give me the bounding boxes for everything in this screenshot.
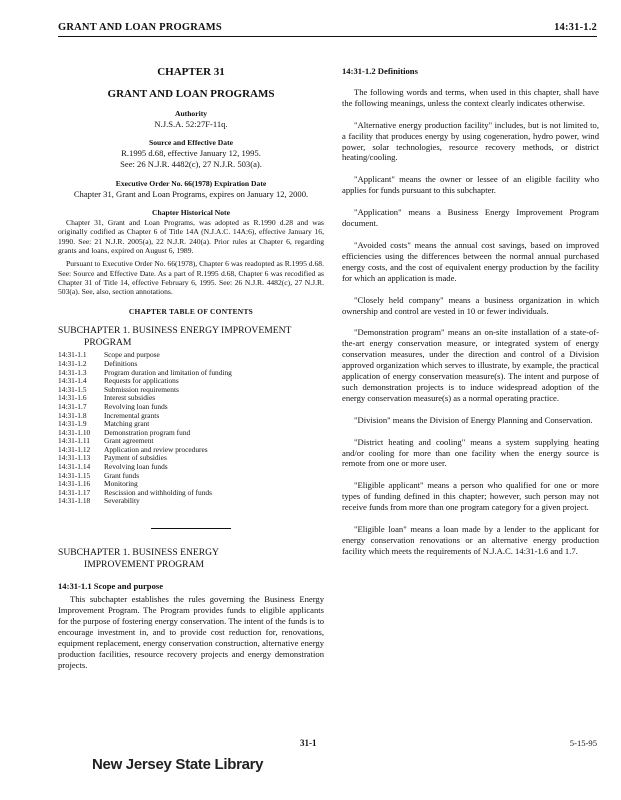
toc-section-title: Matching grant (104, 419, 150, 429)
definition-paragraph: "Division" means the Division of Energy Planning and Conservation. (354, 414, 593, 425)
subchapter-title-line2: IMPROVEMENT PROGRAM (84, 559, 205, 571)
toc-section-title: Scope and purpose (104, 350, 160, 360)
toc-section-number: 14:31-1.5 (58, 384, 87, 394)
subchapter-heading-line2: PROGRAM (84, 337, 132, 349)
toc-section-title: Rescission and withholding of funds (104, 487, 212, 497)
toc-section-title: Requests for applications (104, 376, 179, 386)
left-column (58, 66, 324, 670)
chapter-number: CHAPTER 31 (157, 66, 225, 78)
subchapter-heading-line1: SUBCHAPTER 1. BUSINESS ENERGY IMPROVEMENT (58, 325, 292, 337)
toc-section-title: Interest subsidies (104, 393, 156, 403)
toc-section-title: Grant funds (104, 470, 140, 480)
definition-paragraph: "Alternative energy production facility" includes, but is not limited to, a facility that produces energy by using cogeneration, hydro power, wind power, solar technologies, resource recovery methods, or district heating/cooling. (342, 119, 599, 163)
toc-section-number: 14:31-1.14 (58, 462, 91, 471)
historical-note-label: Chapter Historical Note (152, 208, 230, 218)
toc-section-title: Submission requirements (104, 384, 179, 394)
authority-text: N.J.S.A. 52:27F-11q. (154, 118, 228, 129)
toc-section-number: 14:31-1.2 (58, 359, 87, 369)
toc-section-number: 14:31-1.8 (58, 410, 87, 420)
source-line-1: R.1995 d.68, effective January 12, 1995. (121, 148, 261, 159)
historical-note-paragraph: Pursuant to Executive Order No. 66(1978), Chapter 6 was readopted as R.1995 d.68. See: Source and Effective Date. As a part of R.1995 d.68, Chapter 6 was recodified as Chapter 31 of Title 14, effective February 6, 1995. See: 26 N.J.R. 4482(c), 27 N.J.R. 503(a). See, also, section annotations. (58, 259, 324, 297)
toc-row (58, 472, 324, 481)
toc-section-number: 14:31-1.6 (58, 393, 87, 403)
toc-row (58, 369, 324, 378)
toc-section-number: 14:31-1.15 (58, 470, 91, 480)
section-title-definitions: 14:31-1.2 Definitions (342, 66, 418, 76)
executive-order-block (58, 179, 324, 200)
definition-paragraph: "Eligible loan" means a loan made by a lender to the applicant for energy conservation renovations or an alternative energy production facility which meets the requirements of N.J.A.C. 14:31-1.6 and 1.7. (342, 524, 599, 556)
toc-row (58, 394, 324, 403)
authority-label: Authority (174, 108, 208, 118)
definition-paragraph: "Demonstration program" means an on-site installation of a state-of-the-art energy conservation measure, or integrated system of energy conservation measures, under the direction and control of a Division approved organization which serves to illustrate, by example, the practical application of energy conservation measure(s). The intent and purpose of such demonstration projects is to induce widespread adoption of the energy conservation measure(s) as a normal operating practice. (342, 327, 599, 403)
table-of-contents-heading: CHAPTER TABLE OF CONTENTS (128, 306, 254, 316)
toc-section-title: Demonstration program fund (104, 427, 191, 437)
toc-section-number: 14:31-1.12 (58, 444, 91, 454)
toc-section-number: 14:31-1.11 (58, 436, 90, 446)
source-label: Source and Effective Date (148, 138, 233, 148)
toc-row (58, 412, 324, 421)
definitions-intro: The following words and terms, when used in this chapter, shall have the following meanings, unless the context clearly indicates otherwise. (342, 86, 599, 108)
toc-section-number: 14:31-1.1 (58, 350, 87, 360)
library-stamp: New Jersey State Library (92, 756, 264, 773)
subchapter-title-line1: SUBCHAPTER 1. BUSINESS ENERGY (58, 546, 219, 558)
toc-section-title: Program duration and limitation of funding (104, 367, 232, 377)
toc-section-title: Payment of subsidies (104, 453, 167, 463)
toc-row (58, 377, 324, 386)
source-line-2: See: 26 N.J.R. 4482(c), 27 N.J.R. 503(a). (120, 159, 262, 170)
toc-row (58, 454, 324, 463)
toc-section-number: 14:31-1.9 (58, 419, 87, 429)
historical-note-block (58, 208, 324, 296)
toc-section-number: 14:31-1.3 (58, 367, 87, 377)
toc-row (58, 386, 324, 395)
toc-row (58, 463, 324, 472)
definition-paragraph: "Eligible applicant" means a person who qualified for one or more types of funding defined in this chapter; however, such person may not receive funds from more than one program category for a given project. (342, 480, 599, 513)
toc-section-number: 14:31-1.7 (58, 401, 87, 411)
executive-order-text: Chapter 31, Grant and Loan Programs, expires on January 12, 2000. (73, 188, 309, 199)
definition-paragraph: "Closely held company" means a business organization in which ownership and control are vested in 10 or fewer individuals. (342, 294, 599, 316)
toc-section-title: Application and review procedures (104, 444, 208, 454)
toc-section-title: Revolving loan funds (104, 401, 168, 411)
definitions-list (342, 87, 599, 557)
definition-paragraph: "Applicant" means the owner or lessee of an eligible facility who applies for funds pursuant to this subchapter. (342, 174, 599, 196)
toc-row (58, 420, 324, 429)
section-divider (151, 528, 231, 529)
right-column (342, 66, 599, 568)
toc-section-number: 14:31-1.10 (58, 427, 91, 437)
definition-paragraph: "Avoided costs" means the annual cost savings, based on improved efficiencies using the differences between the normal annual purchased energy costs, and the cost of equivalent energy production by the facility for which an application is made. (342, 239, 599, 283)
toc-row (58, 403, 324, 412)
header-section: 14:31-1.2 (554, 22, 597, 33)
page-number: 31-1 (300, 738, 317, 748)
toc-section-title: Monitoring (104, 479, 138, 489)
toc-row (58, 351, 324, 360)
toc-row (58, 429, 324, 438)
toc-section-number: 14:31-1.18 (58, 496, 91, 506)
toc-section-number: 14:31-1.13 (58, 453, 91, 463)
toc-section-number: 14:31-1.4 (58, 376, 87, 386)
definition-paragraph: "District heating and cooling" means a system supplying heating and/or cooling for more than one facility when the energy source is remote from one or more user. (342, 436, 599, 469)
table-of-contents (58, 351, 324, 505)
toc-section-title: Incremental grants (104, 410, 160, 420)
scope-paragraph: This subchapter establishes the rules governing the Business Energy Improvement Program. The Program provides funds to eligible applicants for the purpose of fostering energy conservation. The intent of the funds is to encourage investment in, and to provide cost reduction for, renovations, equipment replacement, energy conservation construction, alternative energy production facilities, resource recovery projects and energy demonstration projects. (58, 594, 324, 670)
chapter-name: GRANT AND LOAN PROGRAMS (107, 87, 275, 100)
toc-section-title: Grant agreement (104, 436, 154, 446)
subchapter-heading (58, 325, 324, 349)
toc-row (58, 497, 324, 506)
executive-order-label: Executive Order No. 66(1978) Expiration Date (115, 178, 267, 188)
header-title: GRANT AND LOAN PROGRAMS (58, 22, 222, 33)
toc-row (58, 489, 324, 498)
historical-note-paragraph: Chapter 31, Grant and Loan Programs, was adopted as R.1990 d.28 and was originally codified as Chapter 6 of Title 14A (N.J.A.C. 14A:6), effective January 16, 1990. See: 21 N.J.R. 2005(a), 22 N.J.R. 240(a). Prior rules at Chapter 6, regarding grants and loans, expired on August 6, 1989. (58, 218, 324, 256)
subchapter-title (58, 547, 324, 571)
toc-section-title: Definitions (104, 359, 138, 369)
toc-section-title: Revolving loan funds (104, 462, 168, 471)
source-block (58, 138, 324, 169)
definition-paragraph: "Application" means a Business Energy Improvement Program document. (342, 207, 599, 229)
authority-block (58, 109, 324, 130)
running-header (58, 22, 597, 37)
section-title-scope: 14:31-1.1 Scope and purpose (58, 581, 164, 592)
toc-section-number: 14:31-1.16 (58, 479, 91, 489)
toc-row (58, 446, 324, 455)
revision-date: 5-15-95 (569, 738, 597, 748)
toc-section-number: 14:31-1.17 (58, 487, 91, 497)
toc-section-title: Severability (104, 496, 140, 506)
